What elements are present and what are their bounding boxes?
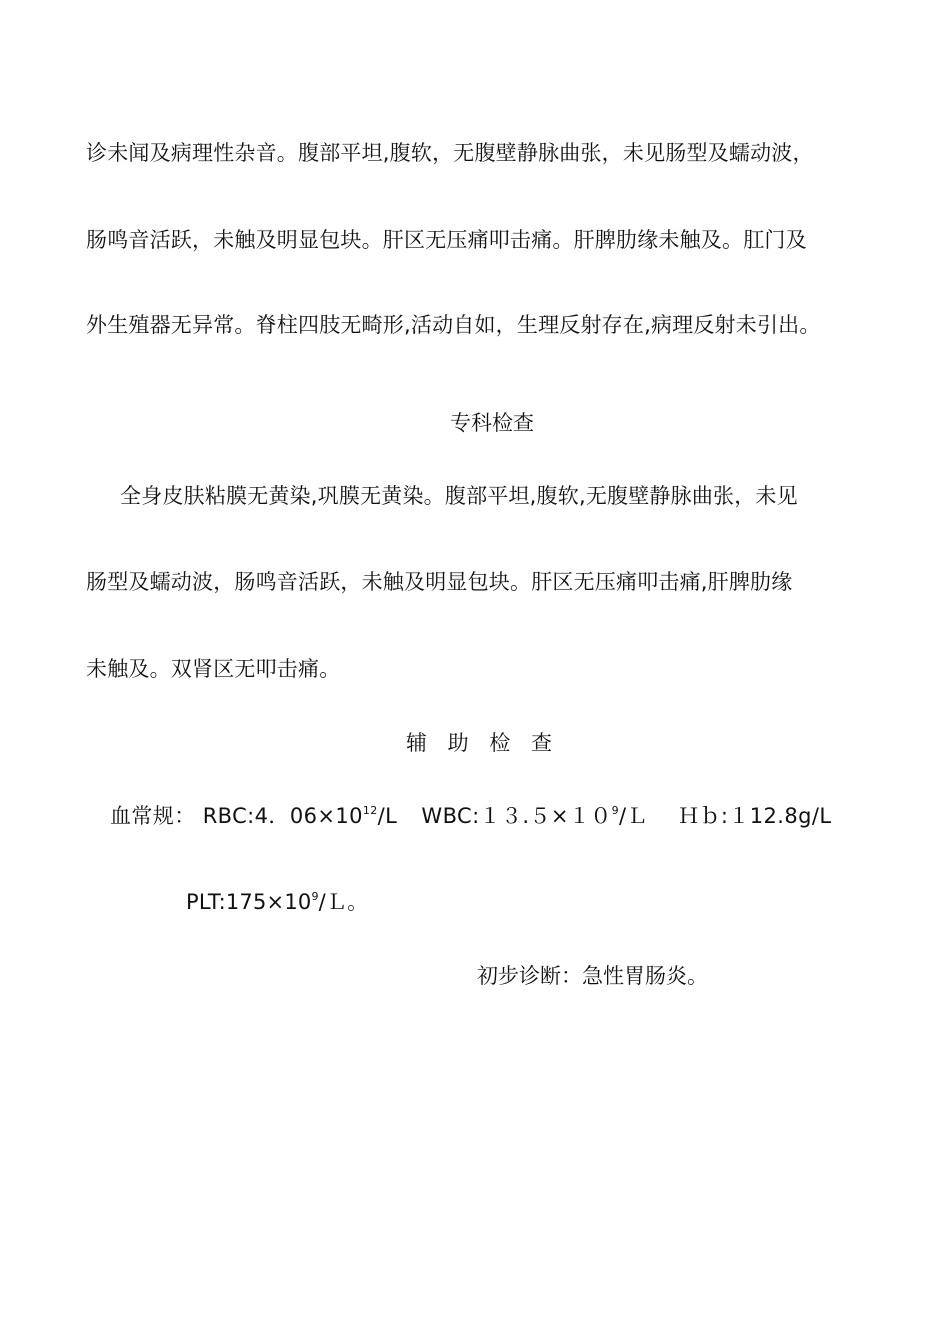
specialty-exam-line-3: 未触及。双肾区无叩击痛。 [86, 657, 341, 681]
rbc-value: RBC:4．$06\times 10^{12}/L$ [202, 804, 398, 828]
plt-value: $PLT:175\times 10^9/L$。 [186, 890, 369, 914]
wbc-value: $WBC:13.5\times 10^9/L$ [421, 804, 648, 828]
physical-exam-line-3: 外生殖器无异常。脊柱四肢无畸形,活动自如，生理反射存在,病理反射未引出。 [86, 313, 821, 337]
preliminary-diagnosis: 初步诊断：急性胃肠炎。 [477, 964, 708, 988]
physical-exam-line-1: 诊未闻及病理性杂音。腹部平坦,腹软，无腹壁静脉曲张，未见肠型及蠕动波， [86, 141, 814, 165]
hb-value: Ｈｂ:１12.8g/L [678, 804, 832, 828]
specialty-exam-line-2: 肠型及蠕动波，肠鸣音活跃，未触及明显包块。肝区无压痛叩击痛,肝脾肋缘 [86, 570, 793, 594]
blood-routine-line [110, 802, 831, 830]
blood-routine-label: 血常规： [110, 804, 196, 828]
specialty-exam-heading: 专科检查 [450, 411, 534, 435]
physical-exam-line-2: 肠鸣音活跃，未触及明显包块。肝区无压痛叩击痛。肝脾肋缘未触及。肛门及 [86, 228, 807, 252]
specialty-exam-line-1: 全身皮肤粘膜无黄染,巩膜无黄染。腹部平坦,腹软,无腹壁静脉曲张，未见 [120, 484, 798, 508]
auxiliary-exam-heading: 辅 助 检 查 [406, 731, 553, 755]
